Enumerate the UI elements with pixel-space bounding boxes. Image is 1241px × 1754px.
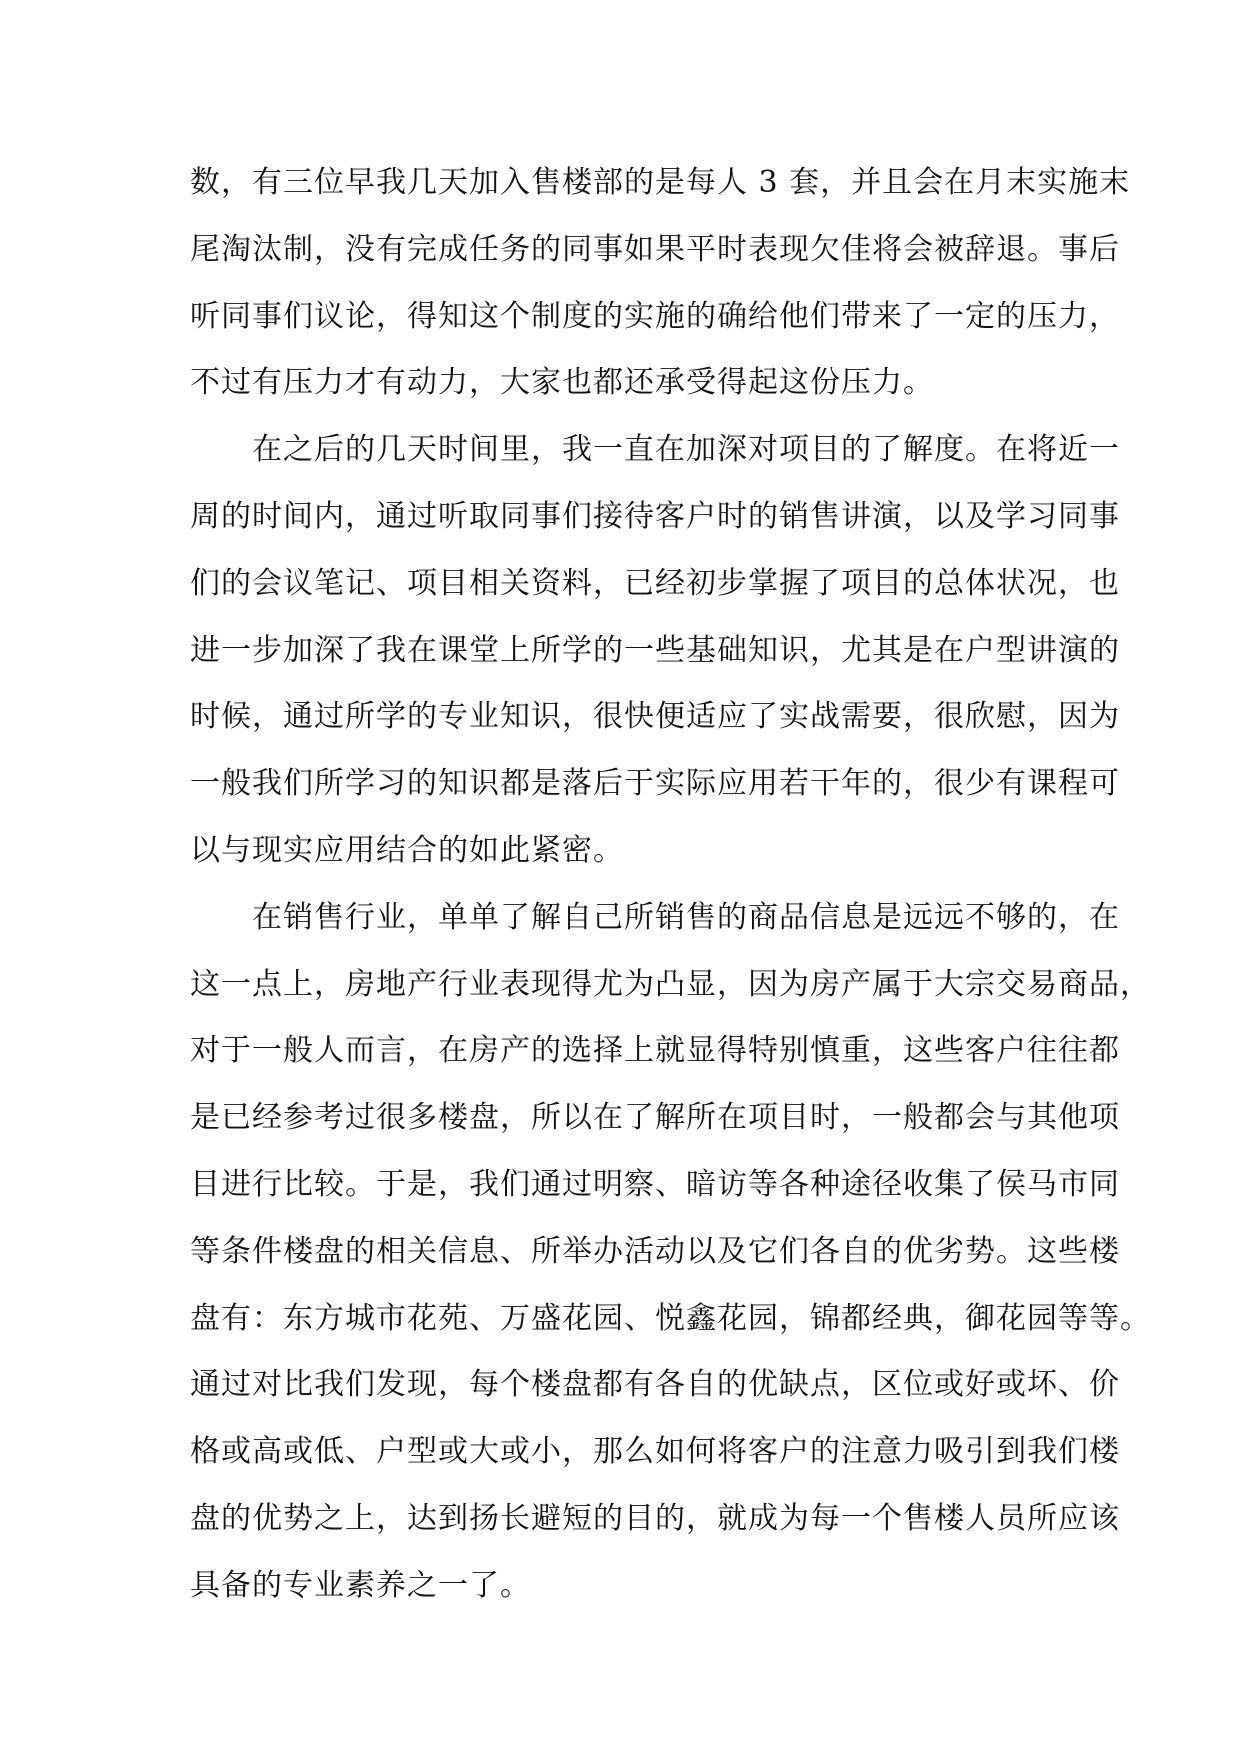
text-line: 听同事们议论，得知这个制度的实施的确给他们带来了一定的压力， — [190, 298, 1120, 334]
text-line: 在销售行业，单单了解自己所销售的商品信息是远远不够的，在 — [252, 899, 1120, 935]
text-line: 等条件楼盘的相关信息、所举办活动以及它们各自的优劣势。这些楼 — [190, 1233, 1120, 1269]
document-body — [190, 150, 1151, 1620]
paragraph-2 — [190, 417, 1120, 885]
text-line: 具备的专业素养之一了。 — [190, 1567, 531, 1603]
text-line: 盘有：东方城市花苑、万盛花园、悦鑫花园，锦都经典，御花园等等。 — [190, 1300, 1151, 1336]
text-line: 格或高或低、户型或大或小，那么如何将客户的注意力吸引到我们楼 — [190, 1434, 1120, 1470]
text-line: 以与现实应用结合的如此紧密。 — [190, 832, 624, 868]
text-line: 周的时间内，通过听取同事们接待客户时的销售讲演，以及学习同事 — [190, 498, 1120, 534]
text-line: 在之后的几天时间里，我一直在加深对项目的了解度。在将近一 — [252, 432, 1120, 468]
text-line: 对于一般人而言，在房产的选择上就显得特别慎重，这些客户往往都 — [190, 1033, 1120, 1069]
text-line: 尾淘汰制，没有完成任务的同事如果平时表现欠佳将会被辞退。事后 — [190, 231, 1120, 267]
text-line: 盘的优势之上，达到扬长避短的目的，就成为每一个售楼人员所应该 — [190, 1500, 1120, 1536]
text-line: 们的会议笔记、项目相关资料，已经初步掌握了项目的总体状况，也 — [190, 565, 1120, 601]
paragraph-3 — [190, 885, 1151, 1620]
text-line: 时候，通过所学的专业知识，很快便适应了实战需要，很欣慰，因为 — [190, 699, 1120, 735]
text-line: 进一步加深了我在课堂上所学的一些基础知识，尤其是在户型讲演的 — [190, 632, 1120, 668]
text-line: 通过对比我们发现，每个楼盘都有各自的优缺点，区位或好或坏、价 — [190, 1367, 1120, 1403]
paragraph-1 — [190, 150, 1131, 417]
text-line: 这一点上，房地产行业表现得尤为凸显，因为房产属于大宗交易商品， — [190, 966, 1151, 1002]
text-line: 目进行比较。于是，我们通过明察、暗访等各种途径收集了侯马市同 — [190, 1166, 1120, 1202]
text-line: 一般我们所学习的知识都是落后于实际应用若干年的，很少有课程可 — [190, 766, 1120, 802]
text-line: 是已经参考过很多楼盘，所以在了解所在项目时，一般都会与其他项 — [190, 1100, 1120, 1136]
text-line: 数，有三位早我几天加入售楼部的是每人 3 套，并且会在月末实施末 — [190, 165, 1131, 200]
text-line: 不过有压力才有动力，大家也都还承受得起这份压力。 — [190, 365, 934, 401]
